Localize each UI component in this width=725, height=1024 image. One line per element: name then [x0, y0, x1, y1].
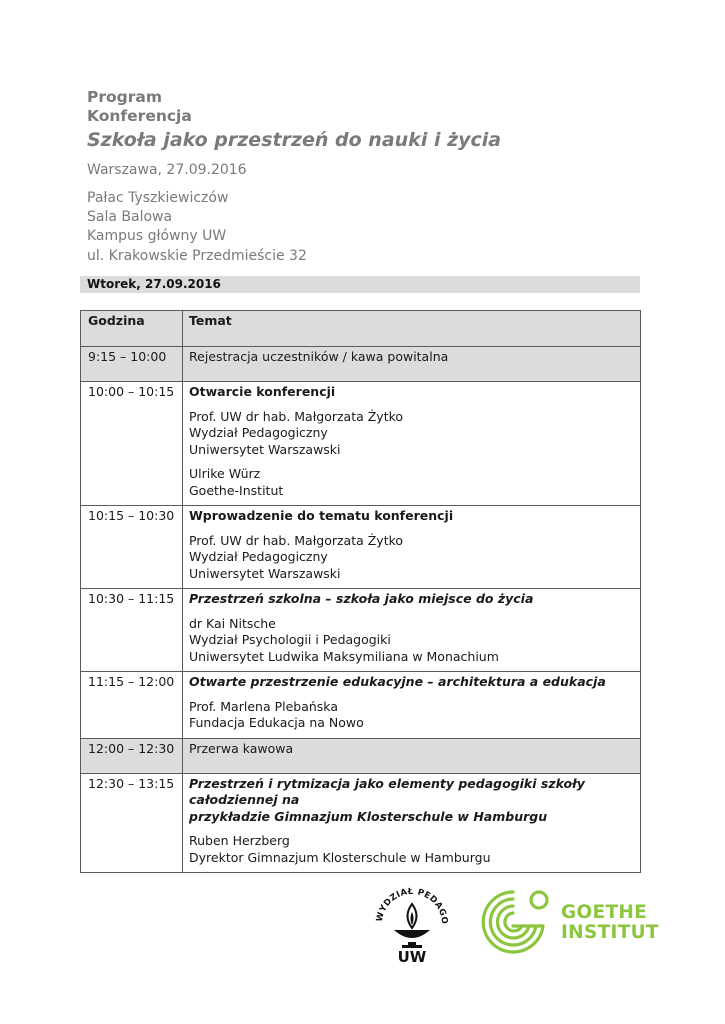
session-title: Otwarcie konferencji — [189, 384, 336, 399]
institut-line: INSTITUT — [561, 922, 659, 943]
speaker-line: dr Kai Nitsche — [189, 615, 276, 631]
row-time: 10:15 – 10:30 — [81, 506, 183, 589]
table-row — [81, 672, 641, 739]
program-label: Program — [87, 88, 163, 106]
row-time: 10:00 – 10:15 — [81, 382, 183, 506]
session-title-line: Przestrzeń i rytmizacja jako elementy pedagogiki szkoły całodziennej na — [189, 775, 585, 807]
speaker-line: Uniwersytet Ludwika Maksymiliana w Monachium — [189, 648, 499, 664]
table-row — [81, 382, 641, 506]
session-title-line: przykładzie Gimnazjum Klosterschule w Hamburgu — [189, 808, 548, 824]
uw-arc-text: WYDZIAŁ PEDAGO — [374, 886, 450, 925]
row-time: 11:15 – 12:00 — [81, 672, 183, 739]
table-row — [81, 738, 641, 773]
uw-short-text: UW — [397, 948, 427, 966]
speaker-line: Uniwersytet Warszawski — [189, 565, 341, 581]
row-time: 10:30 – 11:15 — [81, 589, 183, 672]
venue-block — [87, 189, 647, 266]
row-content — [183, 773, 641, 873]
speaker-line: Prof. UW dr hab. Małgorzata Żytko — [189, 532, 404, 548]
svg-text:WYDZIAŁ PEDAGOGICZNY — [370, 880, 449, 925]
speaker-line: Goethe-Institut — [189, 482, 284, 498]
table-header-row — [81, 311, 641, 347]
venue-line: Pałac Tyszkiewiczów — [87, 190, 229, 206]
venue-line: ul. Krakowskie Przedmieście 32 — [87, 247, 307, 264]
goethe-wordmark — [561, 903, 659, 943]
row-content — [183, 672, 641, 739]
row-topic: Rejestracja uczestników / kawa powitalna — [183, 347, 641, 382]
table-row — [81, 589, 641, 672]
table-row — [81, 506, 641, 589]
row-time: 9:15 – 10:00 — [81, 347, 183, 382]
table-row — [81, 347, 641, 382]
table-row — [81, 773, 641, 873]
speaker-line: Fundacja Edukacja na Nowo — [189, 715, 364, 730]
uw-emblem-icon — [370, 880, 452, 966]
speaker-line: Ruben Herzberg — [189, 833, 290, 848]
day-heading: Wtorek, 27.09.2016 — [80, 276, 640, 293]
conference-title: Szkoła jako przestrzeń do nauki i życia — [87, 129, 502, 151]
venue-line: Sala Balowa — [87, 209, 173, 226]
goethe-institut-logo — [475, 886, 659, 958]
goethe-line: GOETHE — [561, 902, 648, 923]
speaker-line: Wydział Pedagogiczny — [189, 425, 328, 440]
speaker-line: Prof. Marlena Plebańska — [189, 698, 338, 714]
speaker-line: Ulrike Würz — [189, 466, 261, 481]
city-date: Warszawa, 27.09.2016 — [87, 162, 247, 178]
goethe-circles-icon — [475, 886, 555, 958]
speaker-line: Prof. UW dr hab. Małgorzata Żytko — [189, 408, 404, 424]
schedule-table — [80, 310, 641, 873]
speaker-line: Wydział Psychologii i Pedagogiki — [189, 632, 391, 647]
session-title: Wprowadzenie do tematu konferencji — [189, 508, 454, 523]
column-header-time: Godzina — [81, 311, 183, 347]
speaker-line: Dyrektor Gimnazjum Klosterschule w Hamburgu — [189, 849, 491, 865]
session-title: Otwarte przestrzenie edukacyjne – architektura a edukacja — [189, 674, 606, 689]
speaker-line: Wydział Pedagogiczny — [189, 549, 328, 564]
row-time: 12:30 – 13:15 — [81, 773, 183, 873]
row-time: 12:00 – 12:30 — [81, 738, 183, 773]
conference-label: Konferencja — [87, 107, 192, 125]
session-title: Przestrzeń szkolna – szkoła jako miejsce do życia — [189, 591, 534, 606]
row-content — [183, 382, 641, 506]
row-content — [183, 589, 641, 672]
speaker-line: Uniwersytet Warszawski — [189, 441, 341, 457]
uw-faculty-logo — [370, 880, 452, 966]
venue-line: Kampus główny UW — [87, 228, 227, 245]
document-header — [87, 88, 647, 266]
row-topic: Przerwa kawowa — [183, 738, 641, 773]
row-content — [183, 506, 641, 589]
column-header-topic: Temat — [183, 311, 641, 347]
